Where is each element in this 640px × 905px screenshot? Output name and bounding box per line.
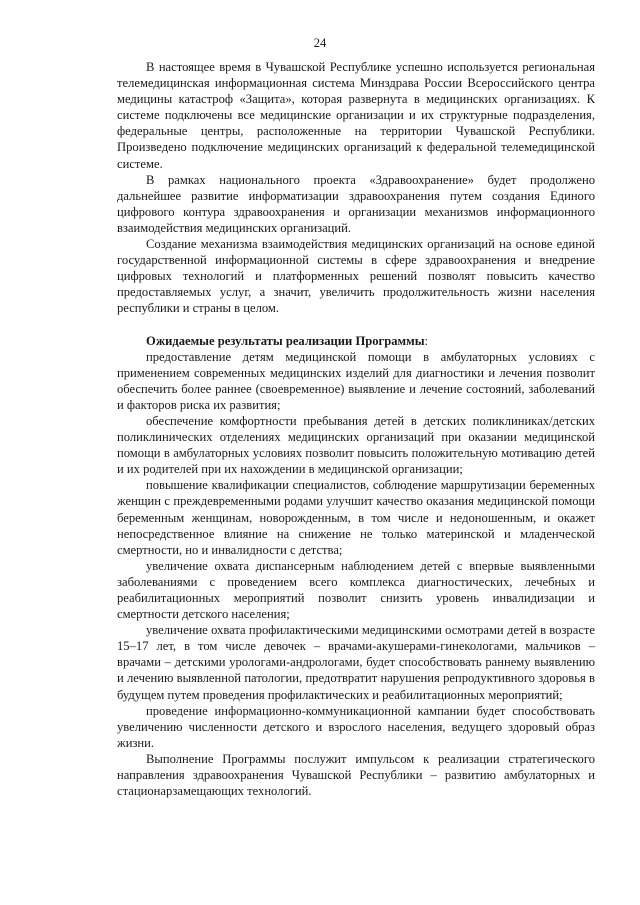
result-item: предоставление детям медицинской помощи в амбулаторных условиях с применением современных медицинских изделий для диагностики и лечения позволит обеспечить более раннее (своевременное) выявление и лечение состояний, заболеваний и факторов риска их развития;	[117, 349, 595, 412]
result-item: повышение квалификации специалистов, соблюдение маршрутизации беременных женщин с преждевременными родами улучшит качество оказания медицинской помощи беременным женщинам, новорожденным, в том числе и недоношенным, и окажет непосредственное влияние на снижение не только материнской и младенческой смертности, но и инвалидности с детства;	[117, 478, 595, 557]
result-item: увеличение охвата профилактическими медицинскими осмотрами детей в возрасте 15–17 лет, в том числе девочек – врачами-акушерами-гинекологами, мальчиков – врачами – детскими урологами-андрологами, будет способствовать раннему выявлению и лечению выявленной патологии, предотвратит нарушения репродуктивного здоровья в будущем путем проведения профилактических и реабилитационных мероприятий;	[117, 623, 595, 702]
heading-text: Ожидаемые результаты реализации Программы	[146, 333, 425, 348]
heading-colon: :	[424, 333, 429, 348]
section-heading-expected-results	[117, 333, 595, 349]
result-item: обеспечение комфортности пребывания детей в детских поликлиниках/детских поликлинических отделениях медицинских организаций при оказании медицинской помощи в амбулаторных условиях позволит повысить положительную мотивацию детей и их родителей при их нахождении в медицинской организации;	[117, 413, 595, 477]
page-number: 24	[313, 36, 327, 50]
paragraph-interaction-mechanism: Создание механизма взаимодействия медицинских организаций на основе единой государственной информационной системы в сфере здравоохранения и внедрение цифровых технологий и платформенных решений позволят повысить качество предоставляемых услуг, а значит, увеличить продолжительность жизни населения республики и страны в целом.	[117, 237, 595, 316]
document-body	[117, 59, 595, 799]
result-item: увеличение охвата диспансерным наблюдением детей с впервые выявленными заболеваниями с проведением всего комплекса диагностических, лечебных и реабилитационных мероприятий позволит снизить уровень инвалидизации и смертности детского населения;	[117, 558, 595, 622]
result-item: проведение информационно-коммуникационной кампании будет способствовать увеличению численности детского и взрослого населения, ведущего здоровый образ жизни.	[117, 703, 595, 750]
paragraph-national-project: В рамках национального проекта «Здравоохранение» будет продолжено дальнейшее развитие информатизации здравоохранения путем создания Единого цифрового контура здравоохранения и организации механизмов информационного взаимодействия медицинских организаций.	[117, 172, 595, 235]
paragraph-telemedicine-system: В настоящее время в Чувашской Республике успешно используется региональная телемедицинская информационная система Минздрава России Всероссийского центра медицины катастроф «Защита», которая развернута в медицинских организациях. К системе подключены все медицинские организации и их структурные подразделения, федеральные центры, расположенные на территории Чувашской Республики. Произведено подключение медицинских организаций к федеральной телемедицинской системе.	[117, 60, 595, 171]
paragraph-conclusion: Выполнение Программы послужит импульсом к реализации стратегического направления здравоохранения Чувашской Республики – развитию амбулаторных и стационарзамещающих технологий.	[117, 751, 595, 799]
